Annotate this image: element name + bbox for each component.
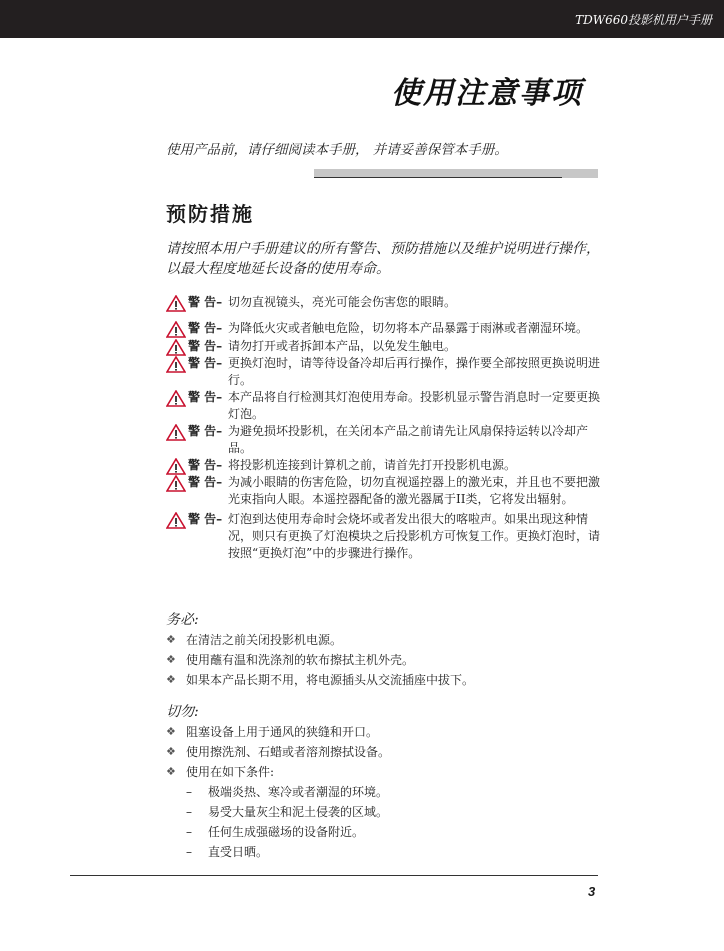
must-list: [166, 630, 606, 690]
condition-text: 极端炎热、寒冷或者潮湿的环境。: [208, 785, 389, 799]
dash-bullet: –: [186, 825, 192, 839]
list-item-text: 使用擦洗剂、石蜡或者溶剂擦拭设备。: [186, 745, 391, 759]
header-bar: [0, 0, 724, 38]
warning-label: 警 告–: [188, 321, 223, 335]
dash-bullet: –: [186, 785, 192, 799]
never-title: 切勿:: [166, 704, 199, 720]
warning-text: 本产品将自行检测其灯泡使用寿命。投影机显示警告消息时一定要更换灯泡。: [228, 390, 601, 421]
never-list: [166, 722, 606, 862]
header-title: TDW660投影机用户手册: [575, 13, 712, 27]
dash-bullet: –: [186, 845, 192, 859]
section-title-precautions: 预防措施: [166, 202, 254, 226]
list-item: [166, 670, 606, 690]
list-item-text: 如果本产品长期不用，将电源插头从交流插座中拔下。: [186, 673, 475, 687]
warning-item: [166, 511, 606, 562]
dash-bullet: –: [186, 805, 192, 819]
warning-text: 为减小眼睛的伤害危险，切勿直视遥控器上的激光束，并且也不要把激光束指向人眼。本遥控器配备的激光器属于II类，它将发出辐射。: [228, 475, 601, 506]
list-item: [166, 650, 606, 670]
warning-item: [166, 457, 606, 474]
warning-text: 为降低火灾或者触电危险，切勿将本产品暴露于雨淋或者潮湿环境。: [228, 321, 589, 335]
warning-triangle-icon: [166, 424, 186, 441]
warning-label: 警 告–: [188, 475, 223, 489]
diamond-bullet-icon: ❖: [166, 653, 176, 666]
intro-text: 使用产品前，请仔细阅读本手册， 并请妥善保管本手册。: [166, 142, 508, 158]
warning-text: 更换灯泡时，请等待设备冷却后再行操作，操作要全部按照更换说明进行。: [228, 356, 601, 387]
condition-text: 直受日晒。: [208, 845, 269, 859]
diamond-bullet-icon: ❖: [166, 725, 176, 738]
condition-text: 任何生成强磁场的设备附近。: [208, 825, 365, 839]
diamond-bullet-icon: ❖: [166, 633, 176, 646]
condition-item: [166, 842, 606, 862]
condition-item: [166, 802, 606, 822]
warning-item: [166, 474, 606, 508]
warning-label: 警 告–: [188, 424, 223, 438]
list-item: [166, 722, 606, 742]
warning-label: 警 告–: [188, 295, 223, 309]
list-item-text: 使用蘸有温和洗涤剂的软布擦拭主机外壳。: [186, 653, 415, 667]
diamond-bullet-icon: ❖: [166, 745, 176, 758]
warning-text: 灯泡到达使用寿命时会烧坏或者发出很大的喀啦声。如果出现这种情况，则只有更换了灯泡模块之后投影机方可恢复工作。更换灯泡时，请按照“更换灯泡”中的步骤进行操作。: [228, 512, 601, 560]
warning-label: 警 告–: [188, 390, 223, 404]
warning-item: [166, 294, 606, 311]
warning-text: 请勿打开或者拆卸本产品，以免发生触电。: [228, 339, 457, 353]
list-item-text: 使用在如下条件:: [186, 765, 275, 779]
list-item: [166, 630, 606, 650]
warning-triangle-icon: [166, 321, 186, 338]
condition-text: 易受大量灰尘和泥土侵袭的区域。: [208, 805, 389, 819]
diamond-bullet-icon: ❖: [166, 673, 176, 686]
list-item: [166, 762, 606, 782]
warning-text: 切勿直视镜头，亮光可能会伤害您的眼睛。: [228, 295, 457, 309]
warning-label: 警 告–: [188, 512, 223, 526]
warning-item: [166, 338, 606, 355]
warning-label: 警 告–: [188, 356, 223, 370]
page-number: 3: [588, 884, 596, 899]
footer-rule: [70, 875, 598, 876]
warning-triangle-icon: [166, 356, 186, 373]
page-title: 使用注意事项: [391, 76, 583, 111]
must-title: 务必:: [166, 612, 199, 628]
title-thin-rule: [314, 177, 562, 178]
list-item-text: 在清洁之前关闭投影机电源。: [186, 633, 343, 647]
warning-item: [166, 320, 606, 337]
warning-item: [166, 389, 606, 423]
warning-triangle-icon: [166, 512, 186, 529]
condition-item: [166, 782, 606, 802]
warning-triangle-icon: [166, 475, 186, 492]
warning-text: 将投影机连接到计算机之前，请首先打开投影机电源。: [228, 458, 517, 472]
warning-triangle-icon: [166, 295, 186, 312]
warning-item: [166, 423, 606, 457]
warning-triangle-icon: [166, 458, 186, 475]
section-description: 请按照本用户手册建议的所有警告、预防措施以及维护说明进行操作，以最大程度地延长设备的使用寿命。: [166, 241, 600, 277]
warning-item: [166, 355, 606, 389]
condition-item: [166, 822, 606, 842]
warning-triangle-icon: [166, 339, 186, 356]
list-item-text: 阻塞设备上用于通风的狭缝和开口。: [186, 725, 379, 739]
warning-label: 警 告–: [188, 458, 223, 472]
warning-text: 为避免损坏投影机，在关闭本产品之前请先让风扇保持运转以冷却产品。: [228, 424, 589, 455]
diamond-bullet-icon: ❖: [166, 765, 176, 778]
warning-list: [166, 294, 606, 562]
warning-triangle-icon: [166, 390, 186, 407]
list-item: [166, 742, 606, 762]
warning-label: 警 告–: [188, 339, 223, 353]
